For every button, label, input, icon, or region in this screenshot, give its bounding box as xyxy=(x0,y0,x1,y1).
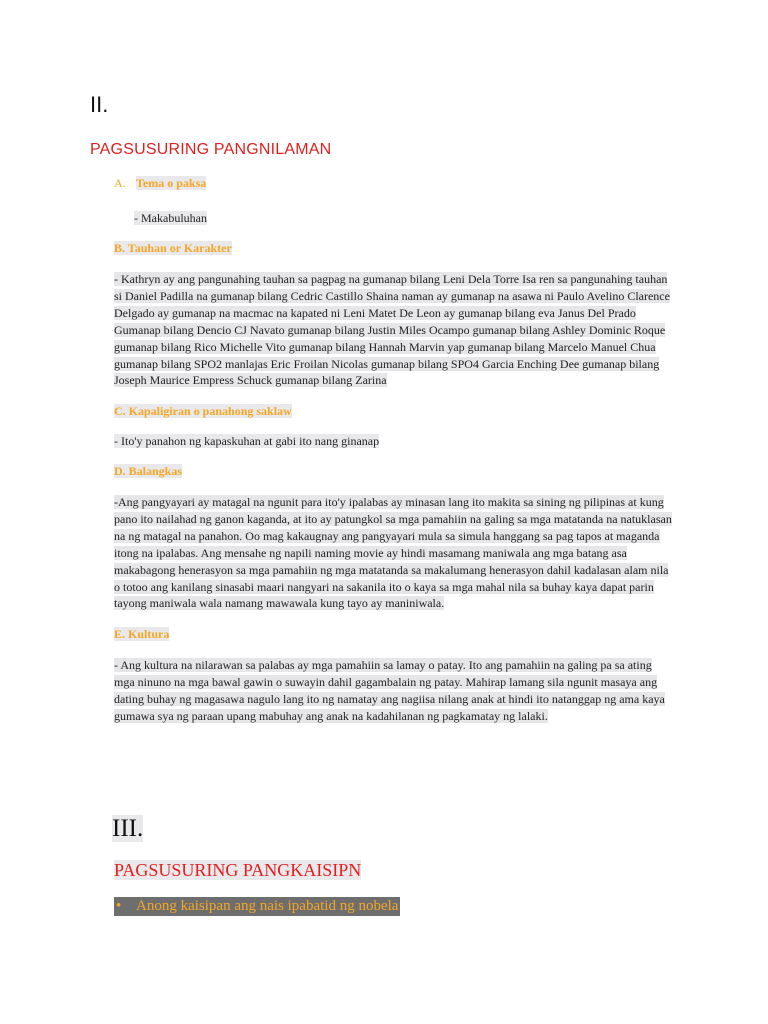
bullet-text: Anong kaisipan ang nais ipabatid ng nobela xyxy=(136,898,399,914)
subsection-c-heading: C. Kapaligiran o panahong saklaw xyxy=(114,404,292,418)
subsection-c-text: - Ito'y panahon ng kapaskuhan at gabi ito nang ginanap xyxy=(114,434,380,448)
subsection-a-label: Tema o paksa xyxy=(136,176,207,190)
subsection-b-heading: B. Tauhan or Karakter xyxy=(114,241,232,255)
bullet-icon: • xyxy=(116,898,122,914)
subsection-e-heading: E. Kultura xyxy=(114,627,170,641)
subsection-d-heading: D. Balangkas xyxy=(114,464,183,478)
section-2-numeral: II. xyxy=(90,92,109,117)
subsection-a-letter: A. xyxy=(114,176,126,190)
subsection-a-text: - Makabuluhan xyxy=(134,211,207,225)
section-3-numeral: III. xyxy=(112,815,144,842)
subsection-d-paragraph: -Ang pangyayari ay matagal na ngunit para ito'y ipalabas ay minasan lang ito makita sa sining ng pilipinas at kung pano ito nailahad ng ganon kaganda, at ito ay patungkol sa mga pamahiin na galing sa mga matatanda na natuklasan na ng matagal na panahon. Oo mag kakaugnay ang pangyayari mula sa simula hanggang sa pag tapos at maganda itong na ipalabas. Ang mensahe ng napili naming movie ay hindi masamang maniwala ang mga batang asa makabagong henerasyon sa mga pamahiin ng mga matatanda sa makalumang henerasyon dahil kadalasan alam nila o totoo ang kanilang sinasabi maari nangyari na sakanila ito o kaya sa mga mahal nila sa buhay kaya dapat parin tayong maniwala wala namang mawawala kung tayo ay maniniwala. xyxy=(114,495,672,611)
section-3-bullet-item xyxy=(114,897,400,916)
section-2-title: PAGSUSURING PANGNILAMAN xyxy=(90,141,332,158)
subsection-a-heading xyxy=(114,176,206,191)
subsection-b-paragraph: - Kathryn ay ang pangunahing tauhan sa pagpag na gumanap bilang Leni Dela Torre Isa ren sa pangunahing tauhan si Daniel Padilla na gumanap bilang Cedric Castillo Shaina naman ay gumanap na asawa ni Paulo Avelino Clarence Delgado ay gumanap na macmac na kapated ni Leni Matet De Leon ay gumanap bilang eva Janus Del Prado Gumanap bilang Dencio CJ Navato gumanap bilang Justin Miles Ocampo gumanap bilang Ashley Dominic Roque gumanap bilang Rico Michelle Vito gumanap bilang Hannah Marvin yap gumanap bilang Marcelo Manuel Chua gumanap bilang SPO2 manlajas Eric Froilan Nicolas gumanap bilang SPO4 Garcia Enching Dee gumanap bilang Joseph Maurice Empress Schuck gumanap bilang Zarina xyxy=(114,272,670,388)
subsection-e-paragraph: - Ang kultura na nilarawan sa palabas ay mga pamahiin sa lamay o patay. Ito ang pamahiin na galing pa sa ating mga ninuno na mga bawal gawin o suwayin dahil gagambalain ng patay. Mahirap lamang sila ngunit masaya ang dating buhay ng magasawa nagulo lang ito ng namatay ang nagiisa nilang anak at hindi ito natanggap ng ama kaya gumawa sya ng paraan upang mabuhay ang anak na kadahilanan ng pagkamatay ng lalaki. xyxy=(114,658,665,723)
section-3-title: PAGSUSURING PANGKAISIPN xyxy=(114,860,362,880)
